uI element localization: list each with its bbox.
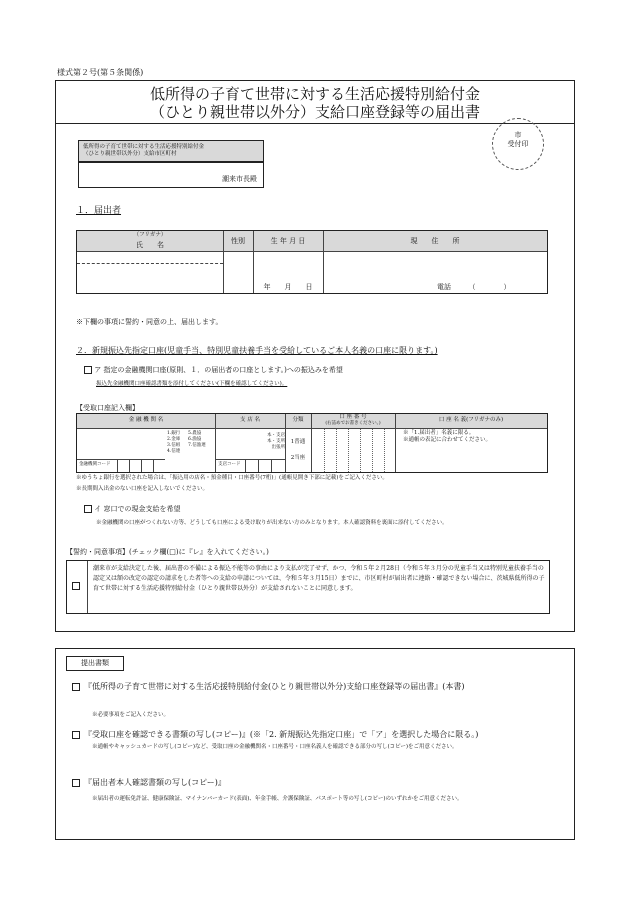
option-i-checkbox[interactable]	[84, 505, 92, 513]
document-item-3-title: 『届出者本人確認書類の写し(コピー)』	[84, 778, 226, 787]
title-box	[55, 80, 575, 124]
document-item-1-note: ※必要事項をご記入ください。	[92, 712, 170, 718]
name-label: 氏 名	[136, 241, 164, 249]
stamp-label: 受付印	[507, 140, 529, 148]
sex-label: 性別	[231, 237, 245, 245]
form-number: 様式第２号(第５条関係)	[57, 68, 144, 77]
branch-name-field[interactable]	[216, 429, 260, 459]
document-item-1-checkbox[interactable]	[72, 683, 80, 691]
holder-notes: ※「1.届出者」名義に限る。 ※通帳の表記に合わせてください。	[403, 430, 492, 443]
holder-name-field[interactable]	[396, 446, 547, 472]
phone-field[interactable]: 電話 （ ）	[437, 283, 511, 291]
applicant-table	[76, 230, 548, 294]
bank-code-label: 金融機関コード	[79, 462, 111, 467]
reception-stamp-circle	[492, 118, 544, 170]
document-item-3-checkbox[interactable]	[72, 779, 80, 787]
account-type-ordinary[interactable]: 1普通	[290, 439, 306, 445]
documents-label: 提出書類	[81, 659, 109, 667]
account-type-current[interactable]: 2当座	[290, 455, 306, 461]
type-header: 分類	[292, 417, 304, 423]
addressee-label-line1: 低所得の子育て世帯に対する生活応援特別給付金	[83, 144, 205, 150]
option-a-row	[84, 366, 343, 375]
document-item-3	[72, 778, 552, 788]
option-a-checkbox[interactable]	[84, 366, 92, 374]
bank-name-field[interactable]	[77, 429, 165, 459]
option-i-row	[84, 505, 180, 514]
address-label: 現 住 所	[410, 237, 460, 245]
furigana-label: （フリガナ）	[133, 232, 167, 238]
addressee-label-box	[78, 140, 264, 162]
branch-code-label: 支店コード	[218, 462, 241, 467]
addressee-name: 潮来市長殿	[222, 175, 257, 183]
branch-type-list: 本・支店 本・支所 出張所	[267, 433, 285, 450]
bank-type-list-1: 1.銀行 2.金庫 3.信組 4.信連	[167, 431, 181, 454]
section1-heading: １．届出者	[76, 206, 122, 216]
document-item-2-title: 『受取口座を確認できる書類の写し(コピー)』(※「2. 新規振込先指定口座」で「ア」を選択した場合に限る。)	[84, 730, 479, 739]
section2-heading: ２．新規振込先指定口座(児童手当、特別児童扶養手当を受給しているご本人名義の口座に限ります。)	[76, 346, 438, 355]
number-note: (右詰めでお書きください。)	[325, 421, 381, 426]
account-table	[76, 413, 548, 473]
option-a-note: 振込先金融機関口座確認書類を添付してください(下欄を確認してください)。	[96, 381, 288, 387]
title-line1: 低所得の子育て世帯に対する生活応援特別給付金	[149, 85, 480, 103]
dob-field[interactable]: 年 月 日	[263, 283, 313, 291]
document-item-3-note: ※届出者の運転免許証、健康保険証、マイナンバーカード(表面)、年金手帳、介護保険証、パスポート等の写し(コピー)のいずれかをご用意ください。	[92, 796, 463, 802]
bank-code-field[interactable]	[117, 459, 165, 472]
addressee-name-box[interactable]	[78, 162, 264, 188]
document-item-1-title: 『低所得の子育て世帯に対する生活応援特別給付金(ひとり親世帯以外分)支給口座登録等の届出書』(本書)	[84, 682, 465, 691]
longterm-note: ※長期間入出金のない口座を記入しないでください。	[76, 486, 209, 492]
furigana-field[interactable]	[77, 252, 223, 263]
branch-code-field[interactable]	[245, 459, 285, 472]
document-item-2-checkbox[interactable]	[72, 731, 80, 739]
sex-field[interactable]	[224, 252, 253, 293]
stamp-city: 市	[514, 131, 522, 139]
name-field[interactable]	[77, 264, 223, 293]
document-item-1	[72, 682, 552, 692]
bank-type-list-2: 5.農協 6.漁協 7.信漁連	[188, 431, 206, 448]
pledge-checkbox[interactable]	[72, 582, 80, 590]
account-box-label: 【受取口座記入欄】	[76, 404, 139, 412]
yucho-note: ※ゆうちょ銀行を選択された場合は、「振込用の店名・預金種目・口座番号(7桁)」(通帳見開き下部に記載)をご記入ください。	[76, 475, 388, 481]
dob-label: 生 年 月 日	[270, 237, 306, 245]
option-i-label: イ 窓口での現金支給を希望	[94, 505, 181, 513]
document-item-2-note: ※通帳やキャッシュカードの写し(コピー)など、受取口座の金融機関名・口座番号・口座名義人を確認できる部分の写し(コピー)をご用意ください。	[92, 744, 458, 750]
title-line2: （ひとり親世帯以外分）支給口座登録等の届出書	[149, 103, 480, 121]
account-number-field[interactable]	[312, 429, 395, 472]
consent-note: ※下欄の事項に誓約・同意の上、届出します。	[76, 318, 223, 326]
number-header: 口 座 番 号	[339, 414, 367, 420]
bank-header: 金 融 機 関 名	[128, 417, 164, 423]
pledge-text: 潮来市が支給決定した後、届出書の不備による振込不能等の事由により支払が完了せず、かつ、令和５年２月28日（令和５年３月分の児童手当又は特別児童扶養手当の認定又は額の改定の認定の請求をした者等への支給の申請については、令和５年３月15日）までに、市区町村が届出者に連絡・確認できない場合に、茨城県低所得の子育て世帯に対する生活応援特別給付金（ひとり親世帯以外分）が支給されないことに同意します。	[93, 565, 545, 592]
option-a-label: ア 指定の金融機関口座(原則、１．の届出者の口座とします。)への振込みを希望	[94, 366, 343, 374]
addressee-label-line2: （ひとり親世帯以外分）支給市区町村	[83, 151, 177, 157]
document-item-2	[72, 730, 552, 740]
option-i-note: ※金融機関の口座がつくれない方等、どうしても口座による受け取りが出来ない方のみとなります。本人確認資料を裏面に添付してください。	[96, 520, 448, 526]
documents-label-box	[66, 656, 124, 671]
pledge-heading: 【誓約・同意事項】(チェック欄(□)に『レ』を入れてください。)	[66, 548, 269, 556]
branch-header: 支 店 名	[240, 417, 260, 423]
holder-header: 口 座 名 義(フリガナのみ)	[438, 417, 504, 423]
pledge-box	[66, 560, 550, 614]
